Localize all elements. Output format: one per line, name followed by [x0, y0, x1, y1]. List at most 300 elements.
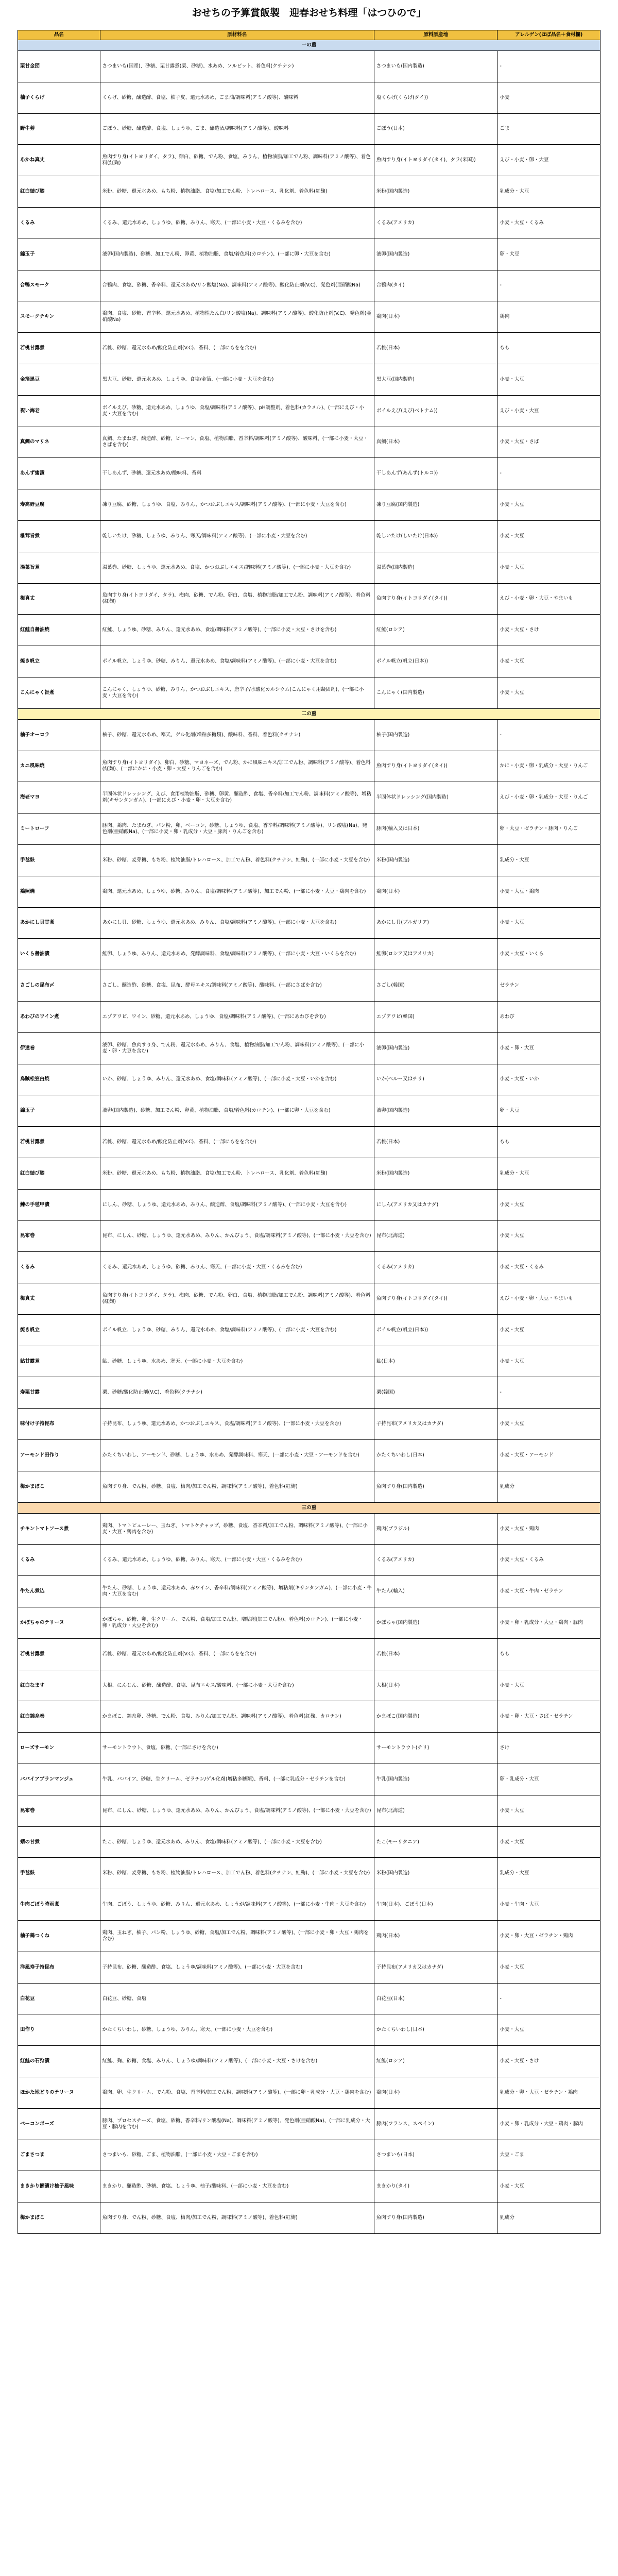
- allergen-cell: 小麦・大豆: [497, 489, 600, 521]
- origin-cell: 大根(日本): [374, 1670, 497, 1701]
- raw-materials-cell: くるみ、還元水あめ、しょうゆ、砂糖、みりん、寒天、(一部に小麦・大豆・くるみを含む): [100, 207, 374, 239]
- origin-cell: いか(ペルー又はチリ): [374, 1064, 497, 1095]
- origin-cell: かまぼこ(国内製造): [374, 1701, 497, 1733]
- allergen-cell: えび・小麦・卵・乳成分・大豆・りんご: [497, 782, 600, 814]
- origin-cell: ボイル帆立(帆立(日本)): [374, 1314, 497, 1346]
- origin-cell: 鶏肉(ブラジル): [374, 1513, 497, 1545]
- allergen-cell: 小麦・大豆: [497, 677, 600, 708]
- table-row: [18, 1889, 600, 1921]
- table-header-row: [18, 30, 600, 40]
- allergen-cell: 卵・大豆・ゼラチン・豚肉・りんご: [497, 814, 600, 845]
- table-row: [18, 176, 600, 208]
- product-name-cell: ローズサーモン: [18, 1733, 100, 1764]
- raw-materials-cell: 米粉、砂糖、麦芽糖、もち粉、植物油脂/トレハロース、加工でん粉、着色料(クチナシ、紅麹)、(一部に小麦・大豆を含む): [100, 1858, 374, 1889]
- product-name-cell: 柚子鶏つくね: [18, 1921, 100, 1952]
- table-row: [18, 2014, 600, 2046]
- origin-cell: 魚肉すり身(国内製造): [374, 2202, 497, 2234]
- table-row: [18, 520, 600, 552]
- product-name-cell: パパイアブランマンジェ: [18, 1764, 100, 1795]
- origin-cell: かたくちいわし(日本): [374, 1440, 497, 1471]
- raw-materials-cell: かたくちいわし、アーモンド、砂糖、しょうゆ、水あめ、発酵調味料、寒天、(一部に小麦・大豆・アーモンドを含む): [100, 1440, 374, 1471]
- section-label: 二の重: [18, 708, 600, 719]
- raw-materials-cell: 真鯛、たまねぎ、醸造酢、砂糖、ピーマン、食塩、植物油脂、香辛料/調味料(アミノ酸等)、酸味料、(一部に小麦・大豆・さばを含む): [100, 427, 374, 458]
- allergen-cell: 小麦・大豆・牛肉・ゼラチン: [497, 1576, 600, 1607]
- origin-cell: 米粉(国内製造): [374, 176, 497, 208]
- allergen-cell: 小麦・大豆: [497, 1221, 600, 1252]
- table-row: [18, 1221, 600, 1252]
- allergen-cell: -: [497, 1983, 600, 2014]
- product-name-cell: 牛肉ごぼう時雨煮: [18, 1889, 100, 1921]
- raw-materials-cell: 紅鮭、麹、砂糖、食塩、みりん、しょうゆ/調味料(アミノ酸等)、(一部に小麦・大豆・さけを含む): [100, 2046, 374, 2077]
- raw-materials-cell: 昆布、にしん、砂糖、しょうゆ、還元水あめ、みりん、かんぴょう、食塩/調味料(アミノ酸等)、(一部に小麦・大豆を含む): [100, 1221, 374, 1252]
- allergen-cell: 小麦・大豆・鶏肉: [497, 876, 600, 907]
- table-row: [18, 1409, 600, 1440]
- origin-cell: 若桃(日本): [374, 1127, 497, 1158]
- product-name-cell: 手毬麩: [18, 844, 100, 876]
- origin-cell: 液卵(国内製造): [374, 1032, 497, 1064]
- allergen-cell: 小麦・牛肉・大豆: [497, 1889, 600, 1921]
- raw-materials-cell: 昆布、にしん、砂糖、しょうゆ、還元水あめ、みりん、かんぴょう、食塩/調味料(アミノ酸等)、(一部に小麦・大豆を含む): [100, 1795, 374, 1826]
- origin-cell: 子持昆布(アメリカ又はカナダ): [374, 1952, 497, 1983]
- allergen-cell: -: [497, 719, 600, 751]
- raw-materials-cell: くらげ、砂糖、醸造酢、食塩、柚子皮、還元水あめ、ごま油/調味料(アミノ酸等)、酸味料: [100, 82, 374, 113]
- table-row: [18, 1032, 600, 1064]
- table-row: [18, 2046, 600, 2077]
- table-row: [18, 270, 600, 301]
- origin-cell: 鶏肉(日本): [374, 2077, 497, 2109]
- raw-materials-cell: かまぼこ、錦糸卵、砂糖、でん粉、食塩、みりん/加工でん粉、調味料(アミノ酸等)、着色料(紅麹、カロチン): [100, 1701, 374, 1733]
- allergen-cell: 卵・大豆: [497, 239, 600, 270]
- raw-materials-cell: ボイルえび、砂糖、還元水あめ、しょうゆ、食塩/調味料(アミノ酸等)、pH調整剤、着色料(カラメル)、(一部にえび・小麦・大豆を含む): [100, 395, 374, 427]
- document-title: おせちの予算賞飯製 迎春おせち料理「はつひので」: [192, 7, 426, 19]
- product-name-cell: くるみ: [18, 1545, 100, 1576]
- product-name-cell: あんず蜜漬: [18, 458, 100, 489]
- product-name-cell: あかにし貝甘煮: [18, 907, 100, 939]
- product-name-cell: ごまさつま: [18, 2140, 100, 2171]
- origin-cell: 牛肉(日本)、ごぼう(日本): [374, 1889, 497, 1921]
- product-name-cell: あわびのワイン煮: [18, 1001, 100, 1032]
- product-name-cell: カニ風味焼: [18, 751, 100, 782]
- origin-cell: かたくちいわし(日本): [374, 2014, 497, 2046]
- origin-cell: 柚子(国内製造): [374, 719, 497, 751]
- product-name-cell: 梅かまぼこ: [18, 2202, 100, 2234]
- allergen-cell: -: [497, 458, 600, 489]
- allergen-cell: 小麦・大豆・くるみ: [497, 207, 600, 239]
- origin-cell: さごし(韓国): [374, 970, 497, 1002]
- table-row: [18, 719, 600, 751]
- header-raw-materials: 原材料名: [100, 30, 374, 40]
- product-name-cell: 梅かまぼこ: [18, 1471, 100, 1502]
- allergen-cell: 乳成分・大豆: [497, 844, 600, 876]
- table-row: [18, 51, 600, 82]
- allergen-cell: 乳成分・大豆: [497, 1858, 600, 1889]
- table-row: [18, 1064, 600, 1095]
- product-name-cell: アーモンド田作り: [18, 1440, 100, 1471]
- raw-materials-cell: 魚肉すり身、でん粉、砂糖、食塩、梅肉/加工でん粉、調味料(アミノ酸等)、着色料(紅麹): [100, 1471, 374, 1502]
- raw-materials-cell: あかにし貝、砂糖、しょうゆ、還元水あめ、みりん、食塩/調味料(アミノ酸等)、(一部に小麦・大豆を含む): [100, 907, 374, 939]
- table-row: [18, 583, 600, 615]
- origin-cell: 紅鮭(ロシア): [374, 2046, 497, 2077]
- raw-materials-cell: 鶏肉、還元水あめ、しょうゆ、砂糖、みりん、食塩/調味料(アミノ酸等)、加工でん粉、(一部に小麦・大豆・鶏肉を含む): [100, 876, 374, 907]
- origin-cell: 黒大豆(国内製造): [374, 364, 497, 395]
- raw-materials-cell: 黒大豆、砂糖、還元水あめ、しょうゆ、食塩/金箔、(一部に小麦・大豆を含む): [100, 364, 374, 395]
- origin-cell: サーモントラウト(チリ): [374, 1733, 497, 1764]
- product-name-cell: 紅鮭自醤油焼: [18, 615, 100, 646]
- origin-cell: 米粉(国内製造): [374, 1158, 497, 1189]
- product-name-cell: 寿高野豆腐: [18, 489, 100, 521]
- product-name-cell: 梅真丈: [18, 583, 100, 615]
- origin-cell: くるみ(アメリカ): [374, 207, 497, 239]
- allergen-cell: 小麦・大豆・さけ: [497, 615, 600, 646]
- table-row: [18, 782, 600, 814]
- allergen-cell: あわび: [497, 1001, 600, 1032]
- allergen-cell: 小麦・大豆: [497, 1826, 600, 1858]
- origin-cell: ごぼう(日本): [374, 113, 497, 145]
- table-row: [18, 2108, 600, 2140]
- table-row: [18, 1733, 600, 1764]
- origin-cell: ボイルえび(えび(ベトナム)): [374, 395, 497, 427]
- product-name-cell: さごしの昆布〆: [18, 970, 100, 1002]
- product-name-cell: 真鯛のマリネ: [18, 427, 100, 458]
- product-name-cell: 牛たん煮込: [18, 1576, 100, 1607]
- table-row: [18, 2077, 600, 2109]
- table-row: [18, 970, 600, 1002]
- allergen-cell: もも: [497, 1638, 600, 1670]
- table-row: [18, 1858, 600, 1889]
- origin-cell: 米粉(国内製造): [374, 844, 497, 876]
- origin-cell: 子持昆布(アメリカ又はカナダ): [374, 1409, 497, 1440]
- allergen-cell: 小麦・大豆: [497, 2014, 600, 2046]
- origin-cell: 栗(韓国): [374, 1377, 497, 1409]
- allergen-cell: 小麦・大豆: [497, 646, 600, 677]
- ingredient-table: [18, 30, 600, 2234]
- raw-materials-cell: 魚肉すり身(イトヨリダイ、タラ)、卵白、砂糖、でん粉、食塩、みりん、植物油脂/加工でん粉、調味料(アミノ酸等)、着色料(紅麹): [100, 145, 374, 176]
- origin-cell: くるみ(アメリカ): [374, 1252, 497, 1283]
- allergen-cell: 小麦・卵・乳成分・大豆・鶏肉・豚肉: [497, 1607, 600, 1639]
- origin-cell: 湯葉巻(国内製造): [374, 552, 497, 583]
- raw-materials-cell: 米粉、砂糖、還元水あめ、もち粉、植物油脂、食塩/加工でん粉、トレハロース、乳化剤、着色料(紅麹): [100, 1158, 374, 1189]
- origin-cell: 白花豆(日本): [374, 1983, 497, 2014]
- product-name-cell: チキントマトソース煮: [18, 1513, 100, 1545]
- table-row: [18, 1513, 600, 1545]
- product-name-cell: 紅鮭の石狩漬: [18, 2046, 100, 2077]
- product-name-cell: 田作り: [18, 2014, 100, 2046]
- origin-cell: 乾しいたけ(しいたけ(日本)): [374, 520, 497, 552]
- raw-materials-cell: 若桃、砂糖、還元水あめ/酸化防止剤(V.C)、香料、(一部にもをを含む): [100, 1638, 374, 1670]
- table-row: [18, 333, 600, 364]
- table-row: [18, 458, 600, 489]
- allergen-cell: 小麦・大豆・いくら: [497, 939, 600, 970]
- table-row: [18, 1189, 600, 1221]
- raw-materials-cell: 湯葉巻、砂糖、しょうゆ、還元水あめ、食塩、かつおぶしエキス/調味料(アミノ酸等)、(一部に小麦・大豆を含む): [100, 552, 374, 583]
- allergen-cell: えび・小麦・大豆: [497, 395, 600, 427]
- origin-cell: 塩くらげ(くらげ(タイ)): [374, 82, 497, 113]
- product-name-cell: 柚子くらげ: [18, 82, 100, 113]
- raw-materials-cell: かたくちいわし、砂糖、しょうゆ、みりん、寒天、(一部に小麦・大豆を含む): [100, 2014, 374, 2046]
- origin-cell: 合鴨肉(タイ): [374, 270, 497, 301]
- allergen-cell: 小麦・大豆・さけ: [497, 2046, 600, 2077]
- table-row: [18, 1545, 600, 1576]
- product-name-cell: かぼちゃのテリーヌ: [18, 1607, 100, 1639]
- allergen-cell: 小麦・卵・大豆・さば・ゼラチン: [497, 1701, 600, 1733]
- allergen-cell: 小麦・大豆: [497, 1952, 600, 1983]
- origin-cell: 豚肉(輸入又は日本): [374, 814, 497, 845]
- raw-materials-cell: 液卵、砂糖、魚肉すり身、でん粉、還元水あめ、みりん、食塩、植物油脂/加工でん粉、調味料(アミノ酸等)、(一部に小麦・卵・大豆を含む): [100, 1032, 374, 1064]
- product-name-cell: いくら醤油漬: [18, 939, 100, 970]
- raw-materials-cell: 凍り豆腐、砂糖、しょうゆ、食塩、みりん、かつおぶしエキス/調味料(アミノ酸等)、(一部に小麦・大豆を含む): [100, 489, 374, 521]
- allergen-cell: -: [497, 51, 600, 82]
- product-name-cell: ほかた地どりのテリーヌ: [18, 2077, 100, 2109]
- product-name-cell: 海老マヨ: [18, 782, 100, 814]
- origin-cell: 鶏肉(日本): [374, 876, 497, 907]
- raw-materials-cell: ボイル帆立、しょうゆ、砂糖、みりん、還元水あめ、食塩/調味料(アミノ酸等)、(一部に小麦・大豆を含む): [100, 646, 374, 677]
- raw-materials-cell: 鮎、砂糖、しょうゆ、水あめ、寒天、(一部に小麦・大豆を含む): [100, 1346, 374, 1377]
- product-name-cell: 梅真丈: [18, 1283, 100, 1315]
- origin-cell: くるみ(アメリカ): [374, 1545, 497, 1576]
- product-name-cell: 白花豆: [18, 1983, 100, 2014]
- origin-cell: 米粉(国内製造): [374, 1858, 497, 1889]
- allergen-cell: 小麦・大豆・くるみ: [497, 1545, 600, 1576]
- allergen-cell: 小麦・大豆: [497, 2171, 600, 2202]
- raw-materials-cell: 牛たん、砂糖、しょうゆ、還元水あめ、赤ワイン、香辛料/調味料(アミノ酸等)、増粘剤(キサンタンガム)、(一部に小麦・牛肉・大豆を含む): [100, 1576, 374, 1607]
- product-name-cell: 錦玉子: [18, 239, 100, 270]
- raw-materials-cell: こんにゃく、しょうゆ、砂糖、みりん、かつおぶしエキス、唐辛子/水酸化カルシウム(こんにゃく用凝固剤)、(一部に小麦・大豆を含む): [100, 677, 374, 708]
- origin-cell: さつまいも(国内製造): [374, 51, 497, 82]
- product-name-cell: 合鴨スモーク: [18, 270, 100, 301]
- table-row: [18, 113, 600, 145]
- product-name-cell: ベーコンポーズ: [18, 2108, 100, 2140]
- origin-cell: まきかり(タイ): [374, 2171, 497, 2202]
- allergen-cell: 小麦・大豆・さば: [497, 427, 600, 458]
- allergen-cell: 小麦・大豆・アーモンド: [497, 1440, 600, 1471]
- table-row: [18, 395, 600, 427]
- origin-cell: にしん(アメリカ又はカナダ): [374, 1189, 497, 1221]
- origin-cell: 若桃(日本): [374, 333, 497, 364]
- allergen-cell: えび・小麦・卵・大豆・やまいも: [497, 1283, 600, 1315]
- allergen-cell: 小麦・大豆・いか: [497, 1064, 600, 1095]
- origin-cell: 豚肉(フランス、スペイン): [374, 2108, 497, 2140]
- product-name-cell: 紅白なます: [18, 1670, 100, 1701]
- table-row: [18, 1921, 600, 1952]
- origin-cell: あかにし貝(ブルガリア): [374, 907, 497, 939]
- table-row: [18, 552, 600, 583]
- product-name-cell: こんにゃく旨煮: [18, 677, 100, 708]
- raw-materials-cell: 魚肉すり身、でん粉、砂糖、食塩、梅肉/加工でん粉、調味料(アミノ酸等)、着色料(紅麹): [100, 2202, 374, 2234]
- raw-materials-cell: さつまいも、砂糖、ごま、植物油脂、(一部に小麦・大豆・ごまを含む): [100, 2140, 374, 2171]
- product-name-cell: 昆布巻: [18, 1795, 100, 1826]
- product-name-cell: 手毬麩: [18, 1858, 100, 1889]
- origin-cell: 魚肉すり身(イトヨリダイ(タイ)、タラ(米国)): [374, 145, 497, 176]
- product-name-cell: 焼き帆立: [18, 1314, 100, 1346]
- origin-cell: 昆布(北海道): [374, 1221, 497, 1252]
- table-row: [18, 939, 600, 970]
- raw-materials-cell: 牛乳、パパイア、砂糖、生クリーム、ゼラチン/ゲル化剤(増粘多糖類)、香料、(一部に乳成分・ゼラチンを含む): [100, 1764, 374, 1795]
- allergen-cell: 小麦・大豆: [497, 1409, 600, 1440]
- table-row: [18, 1607, 600, 1639]
- raw-materials-cell: 鶏肉、卵、生クリーム、でん粉、食塩、香辛料/加工でん粉、調味料(アミノ酸等)、(一部に卵・乳成分・大豆・鶏肉を含む): [100, 2077, 374, 2109]
- origin-cell: さつまいも(日本): [374, 2140, 497, 2171]
- raw-materials-cell: さつまいも(国産)、砂糖、栗甘露煮(栗、砂糖)、水あめ、ソルビット、着色料(クチナシ): [100, 51, 374, 82]
- raw-materials-cell: 半固体状ドレッシング、えび、食用植物油脂、砂糖、卵黄、醸造酢、食塩、香辛料/加工でん粉、調味料(アミノ酸等)、増粘剤(キサンタンガム)、(一部にえび・小麦・卵・大豆を含む): [100, 782, 374, 814]
- origin-cell: かぼちゃ(国内製造): [374, 1607, 497, 1639]
- section-label: 一の重: [18, 40, 600, 51]
- raw-materials-cell: 鶏肉、玉ねぎ、柚子、パン粉、しょうゆ、砂糖、食塩/加工でん粉、調味料(アミノ酸等)、(一部に小麦・卵・大豆・鶏肉を含む): [100, 1921, 374, 1952]
- raw-materials-cell: 豚肉、プロセスチーズ、食塩、砂糖、香辛料/リン酸塩(Na)、調味料(アミノ酸等)、発色剤(亜硝酸Na)、(一部に乳成分・大豆・豚肉を含む): [100, 2108, 374, 2140]
- allergen-cell: 乳成分・大豆: [497, 176, 600, 208]
- allergen-cell: えび・小麦・卵・大豆: [497, 145, 600, 176]
- origin-cell: 液卵(国内製造): [374, 1095, 497, 1127]
- allergen-cell: 乳成分・大豆: [497, 1158, 600, 1189]
- product-name-cell: 味付け子持昆布: [18, 1409, 100, 1440]
- product-name-cell: スモークチキン: [18, 301, 100, 333]
- allergen-cell: 乳成分: [497, 2202, 600, 2234]
- section-header-row: [18, 1502, 600, 1513]
- allergen-cell: 小麦・大豆: [497, 1670, 600, 1701]
- allergen-cell: -: [497, 1377, 600, 1409]
- table-row: [18, 301, 600, 333]
- table-row: [18, 2202, 600, 2234]
- allergen-cell: 大豆・ごま: [497, 2140, 600, 2171]
- allergen-cell: 小麦・大豆: [497, 364, 600, 395]
- raw-materials-cell: さごし、醸造酢、砂糖、食塩、昆布、酵母エキス/調味料(アミノ酸等)、酸味料、(一部にさばを含む): [100, 970, 374, 1002]
- table-body: [18, 40, 600, 2234]
- product-name-cell: 寿栗甘露: [18, 1377, 100, 1409]
- allergen-cell: えび・小麦・卵・大豆・やまいも: [497, 583, 600, 615]
- section-header-row: [18, 708, 600, 719]
- allergen-cell: 小麦: [497, 82, 600, 113]
- product-name-cell: ミートローフ: [18, 814, 100, 845]
- table-row: [18, 1576, 600, 1607]
- allergen-cell: 小麦・大豆: [497, 1189, 600, 1221]
- allergen-cell: 小麦・大豆・鶏肉: [497, 1513, 600, 1545]
- table-row: [18, 239, 600, 270]
- raw-materials-cell: サーモントラウト、食塩、砂糖、(一部にさけを含む): [100, 1733, 374, 1764]
- product-name-cell: 錦玉子: [18, 1095, 100, 1127]
- allergen-cell: 小麦・大豆: [497, 1314, 600, 1346]
- product-name-cell: 洋風寿子持昆布: [18, 1952, 100, 1983]
- product-name-cell: 紅白結び膝: [18, 176, 100, 208]
- origin-cell: 干しあんず(あんず(トルコ)): [374, 458, 497, 489]
- allergen-cell: ごま: [497, 113, 600, 145]
- raw-materials-cell: 子持昆布、砂糖、醸造酢、食塩、しょうゆ/調味料(アミノ酸等)、(一部に小麦・大豆を含む): [100, 1952, 374, 1983]
- table-row: [18, 615, 600, 646]
- raw-materials-cell: 柚子、砂糖、還元水あめ、寒天、ゲル化剤(増粘多糖類)、酸味料、香料、着色料(クチナシ): [100, 719, 374, 751]
- table-row: [18, 82, 600, 113]
- raw-materials-cell: エゾアワビ、ワイン、砂糖、還元水あめ、しょうゆ、食塩/調味料(アミノ酸等)、(一部にあわびを含む): [100, 1001, 374, 1032]
- product-name-cell: くるみ: [18, 1252, 100, 1283]
- origin-cell: 魚肉すり身(イトヨリダイ(タイ)): [374, 1283, 497, 1315]
- raw-materials-cell: くるみ、還元水あめ、しょうゆ、砂糖、みりん、寒天、(一部に小麦・大豆・くるみを含む): [100, 1252, 374, 1283]
- header-origin: 原料原産地: [374, 30, 497, 40]
- product-name-cell: 蛸の甘煮: [18, 1826, 100, 1858]
- product-name-cell: 若桃甘露煮: [18, 333, 100, 364]
- raw-materials-cell: ボイル帆立、しょうゆ、砂糖、みりん、還元水あめ、食塩/調味料(アミノ酸等)、(一部に小麦・大豆を含む): [100, 1314, 374, 1346]
- raw-materials-cell: 魚肉すり身(イトヨリダイ、タラ)、梅肉、砂糖、でん粉、卵白、食塩、植物油脂/加工でん粉、調味料(アミノ酸等)、着色料(紅麹): [100, 1283, 374, 1315]
- table-row: [18, 1252, 600, 1283]
- origin-cell: こんにゃく(国内製造): [374, 677, 497, 708]
- raw-materials-cell: 米粉、砂糖、麦芽糖、もち粉、植物油脂/トレハロース、加工でん粉、着色料(クチナシ、紅麹)、(一部に小麦・大豆を含む): [100, 844, 374, 876]
- section-label: 三の重: [18, 1502, 600, 1513]
- allergen-cell: 鶏肉: [497, 301, 600, 333]
- allergen-cell: 乳成分: [497, 1471, 600, 1502]
- product-name-cell: 若桃甘露煮: [18, 1638, 100, 1670]
- product-name-cell: 紅白結び膝: [18, 1158, 100, 1189]
- product-name-cell: 野牛蒡: [18, 113, 100, 145]
- table-row: [18, 876, 600, 907]
- product-name-cell: 烏賊松笠白焼: [18, 1064, 100, 1095]
- raw-materials-cell: 白花豆、砂糖、食塩: [100, 1983, 374, 2014]
- origin-cell: 凍り豆腐(国内製造): [374, 489, 497, 521]
- table-row: [18, 427, 600, 458]
- raw-materials-cell: 米粉、砂糖、還元水あめ、もち粉、植物油脂、食塩/加工でん粉、トレハロース、乳化剤、着色料(紅麹): [100, 176, 374, 208]
- allergen-cell: 小麦・卵・大豆・ゼラチン・鶏肉: [497, 1921, 600, 1952]
- table-row: [18, 1795, 600, 1826]
- origin-cell: 昆布(北海道): [374, 1795, 497, 1826]
- header-allergen: アレルゲン(ほぼ品名＋食材欄): [497, 30, 600, 40]
- table-row: [18, 751, 600, 782]
- product-name-cell: 若桃甘露煮: [18, 1127, 100, 1158]
- origin-cell: 牛たん(輸入): [374, 1576, 497, 1607]
- allergen-cell: 卵・大豆: [497, 1095, 600, 1127]
- table-row: [18, 1670, 600, 1701]
- table-row: [18, 364, 600, 395]
- table-row: [18, 489, 600, 521]
- origin-cell: 若桃(日本): [374, 1638, 497, 1670]
- raw-materials-cell: 栗、砂糖/酸化防止剤(V.C)、着色料(クチナシ): [100, 1377, 374, 1409]
- origin-cell: 鶏肉(日本): [374, 1921, 497, 1952]
- table-row: [18, 1127, 600, 1158]
- raw-materials-cell: 魚肉すり身(イトヨリダイ、タラ)、梅肉、砂糖、でん粉、卵白、食塩、植物油脂/加工でん粉、調味料(アミノ酸等)、着色料(紅麹): [100, 583, 374, 615]
- product-name-cell: 金箔黒豆: [18, 364, 100, 395]
- origin-cell: たこ(モーリタニア): [374, 1826, 497, 1858]
- origin-cell: 魚肉すり身(イトヨリダイ(タイ)): [374, 583, 497, 615]
- raw-materials-cell: 豚肉、鶏肉、たまねぎ、パン粉、卵、ベーコン、砂糖、しょうゆ、食塩、香辛料/調味料(アミノ酸等)、リン酸塩(Na)、発色剤(亜硝酸Na)、(一部に小麦・卵・乳成分・大豆・豚肉・りんごを含む): [100, 814, 374, 845]
- allergen-cell: ゼラチン: [497, 970, 600, 1002]
- table-row: [18, 1346, 600, 1377]
- table-row: [18, 844, 600, 876]
- raw-materials-cell: 鶏肉、トマトピューレー、玉ねぎ、トマトケチャップ、砂糖、食塩、香辛料/加工でん粉、調味料(アミノ酸等)、(一部に小麦・大豆・鶏肉を含む): [100, 1513, 374, 1545]
- raw-materials-cell: 干しあんず、砂糖、還元水あめ/酸味料、香料: [100, 458, 374, 489]
- raw-materials-cell: 牛肉、ごぼう、しょうゆ、砂糖、みりん、還元水あめ、しょうが/調味料(アミノ酸等)、(一部に小麦・牛肉・大豆を含む): [100, 1889, 374, 1921]
- header-product-name: 品名: [18, 30, 100, 40]
- product-name-cell: 紅白錦糸巻: [18, 1701, 100, 1733]
- table-row: [18, 1764, 600, 1795]
- raw-materials-cell: 乾しいたけ、砂糖、しょうゆ、みりん、寒天/調味料(アミノ酸等)、(一部に小麦・大豆を含む): [100, 520, 374, 552]
- allergen-cell: 小麦・卵・乳成分・大豆・鶏肉・豚肉: [497, 2108, 600, 2140]
- table-row: [18, 1001, 600, 1032]
- origin-cell: 魚肉すり身(イトヨリダイ(タイ)): [374, 751, 497, 782]
- origin-cell: 真鯛(日本): [374, 427, 497, 458]
- raw-materials-cell: 液卵(国内製造)、砂糖、加工でん粉、卵黄、植物油脂、食塩/着色料(カロチン)、(一部に卵・大豆を含む): [100, 1095, 374, 1127]
- product-name-cell: 昆布巻: [18, 1221, 100, 1252]
- origin-cell: 鶏肉(日本): [374, 301, 497, 333]
- table-row: [18, 1952, 600, 1983]
- origin-cell: 半固体状ドレッシング(国内製造): [374, 782, 497, 814]
- table-row: [18, 1701, 600, 1733]
- raw-materials-cell: 若桃、砂糖、還元水あめ/酸化防止剤(V.C)、香料、(一部にもをを含む): [100, 1127, 374, 1158]
- product-name-cell: くるみ: [18, 207, 100, 239]
- allergen-cell: 小麦・大豆: [497, 1346, 600, 1377]
- allergen-cell: 小麦・大豆: [497, 520, 600, 552]
- allergen-cell: -: [497, 270, 600, 301]
- product-name-cell: 鶏照焼: [18, 876, 100, 907]
- product-name-cell: あかね真丈: [18, 145, 100, 176]
- raw-materials-cell: たこ、砂糖、しょうゆ、還元水あめ、みりん、食塩/調味料(アミノ酸等)、(一部に小麦・大豆を含む): [100, 1826, 374, 1858]
- table-row: [18, 1471, 600, 1502]
- product-name-cell: 伊達巻: [18, 1032, 100, 1064]
- allergen-cell: 卵・乳成分・大豆: [497, 1764, 600, 1795]
- origin-cell: 牛乳(国内製造): [374, 1764, 497, 1795]
